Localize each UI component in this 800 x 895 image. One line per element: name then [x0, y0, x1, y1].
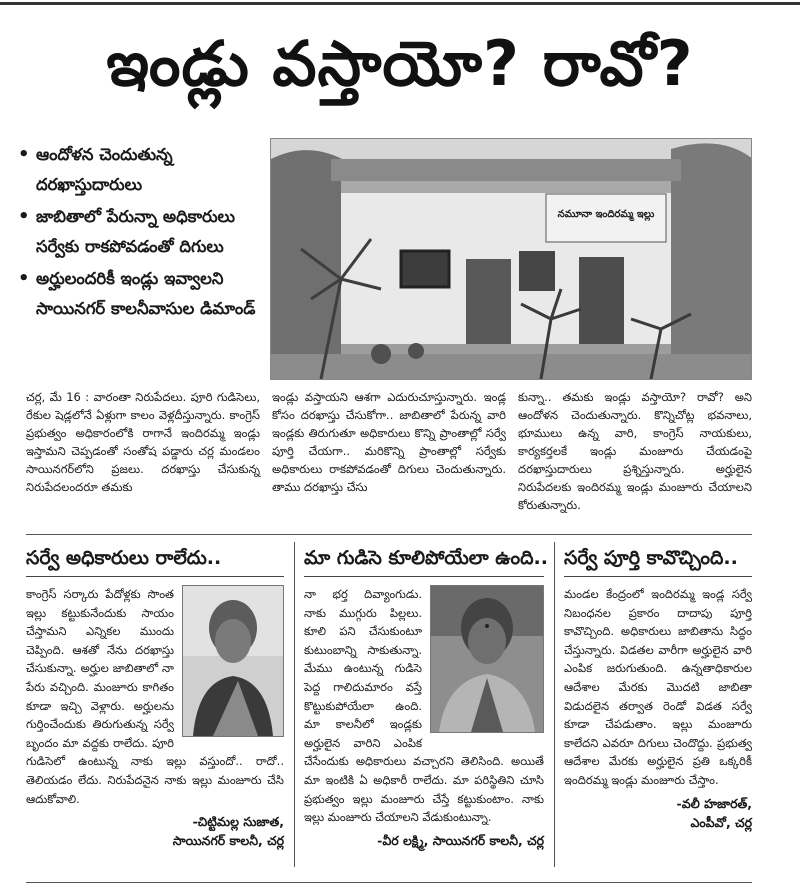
- bullet-text: ఆందోళన చెందుతున్న దరఖాస్తుదారులు: [36, 145, 173, 194]
- quote-box-text: [304, 585, 544, 827]
- quote-box-title: మా గుడిసె కూలిపోయేలా ఉంది..: [304, 542, 544, 577]
- signature-line: సాయినగర్ కాలనీ, చర్ల: [172, 833, 284, 849]
- column-divider: [294, 542, 295, 867]
- article-body: [26, 388, 752, 514]
- headline: ఇండ్లు వస్తాయో? రావో?: [106, 27, 694, 100]
- signature-line: -వలీ హజారత్,: [676, 795, 752, 811]
- bullet-item: [18, 264, 268, 324]
- bullet-text: అర్హులందరికీ ఇండ్లు ఇవ్వాలని సాయినగర్ కాలనీవాసుల డిమాండ్: [36, 269, 256, 318]
- bullet-item: [18, 202, 268, 262]
- house-photo: [270, 138, 752, 380]
- bullet-dot-icon: •: [18, 268, 30, 289]
- bullet-dot-icon: •: [18, 144, 30, 165]
- quote-box-body: నా భర్త దివ్యాంగుడు. నాకు ముగ్గురు పిల్లలు. కూలి పని చేసుకుంటూ కుటుంబాన్ని సాకుతున్నా. మేము ఉంటున్న గుడిసె పెద్ద గాలిదుమారం వస్తే కొట్టుకుపోయేలా ఉంది. మా కాలనీలో ఇండ్లకు అర్హులైన వారిని ఎంపిక చేసేందుకు అధికారులు వచ్చారని తెలిసింది. అయితే మా ఇంటికి ఏ అధికారీ రాలేదు. మా పరిస్థితిని చూసి ప్రభుత్వం ఇల్లు మంజూరు చేస్తే కట్టుకుంటాం. నాకు ఇల్లు మంజూరు చేయాలని వేడుకుంటున్నా.: [304, 587, 544, 825]
- woman-portrait-icon: [431, 586, 543, 732]
- top-rule: [0, 2, 800, 5]
- quote-box-title: సర్వే పూర్తి కావొచ్చింది..: [564, 542, 752, 577]
- quote-box-sujatha: [26, 542, 284, 870]
- quote-box-body: కాంగ్రెస్ సర్కారు పేదోళ్లకు సొంత ఇల్లు కట్టుకునేందుకు సాయం చేస్తామని ఎన్నికల ముందు చెప్పింది. ఆశతో నేను దరఖాస్తు చేసుకున్నా. అర్హుల జాబితాలో నా పేరు వచ్చింది. మంజూరు కాగితం కూడా ఇచ్చి వెళ్లారు. అర్హులను గుర్తించేందుకు తిరుగుతున్న సర్వే బృందం మా వద్దకు రాలేదు. పూరి గుడిసెలో ఉంటున్న నాకు ఇల్లు వస్తుందో.. రాదో.. తెలియడం లేదు. నిరుపేదనైన నాకు ఇల్లు మంజూరు చేసి ఆదుకోవాలి.: [26, 587, 284, 806]
- article-column: చర్ల, మే 16 : వారంతా నిరుపేదలు. పూరి గుడిసెలు, రేకుల షెడ్లలోనే ఏళ్లుగా కాలం వెళ్లదీస్తున్నారు. కాంగ్రెస్ ప్రభుత్వం అధికారంలోకి రాగానే ఇందిరమ్మ ఇండ్లు ఇస్తామని చెప్పడంతో సంతోష పడ్డారు చర్ల మండలం సాయినగర్‌లోని ప్రజలు. దరఖాస్తు చేసుకున్న నిరుపేదలందరూ తమకు: [26, 390, 260, 494]
- quote-box-text: [26, 585, 284, 808]
- bullet-item: [18, 140, 268, 200]
- bullet-text: జాబితాలో పేరున్నా అధికారులు సర్వేకు రాకపోవడంతో దిగులు: [36, 207, 235, 256]
- signature-line: -వీర లక్ష్మి, సాయినగర్ కాలనీ, చర్ల: [377, 832, 544, 848]
- signature-line: -చిట్టిమల్ల సుజాత,: [192, 814, 284, 830]
- quote-signature: [26, 812, 284, 850]
- bottom-rule: [26, 882, 752, 883]
- portrait-sujatha: [182, 585, 284, 737]
- woman-portrait-icon: [183, 586, 283, 736]
- bullet-dot-icon: •: [18, 206, 30, 227]
- bullet-list: [18, 140, 268, 326]
- house-sign-text: నమూనా ఇందిరమ్మ ఇల్లు: [557, 209, 655, 220]
- signature-line: ఎంపీవో, చర్ల: [690, 814, 752, 830]
- column-divider: [554, 542, 555, 867]
- quote-box-mpo: [564, 542, 752, 870]
- portrait-veeralakshmi: [430, 585, 544, 733]
- house-photo-illustration: [271, 139, 752, 380]
- quote-box-body: మండల కేంద్రంలో ఇందిరమ్మ ఇండ్ల సర్వే నిబంధనల ప్రకారం దాదాపు పూర్తి కావొచ్చింది. అధికారులు జాబితాను సిద్ధం చేస్తున్నారు. విడతల వారీగా అర్హులైన వారి ఎంపిక జరుగుతుంది. ఉన్నతాధికారుల ఆదేశాల మేరకు మొదటి జాబితా విడుదలైన తర్వాత రెండో విడత సర్వే కూడా చేపడుతాం. ఇల్లు మంజూరు కాలేదని ఎవరూ దిగులు చెందొద్దు. ప్రభుత్వ ఆదేశాల మేరకు అర్హులైన ప్రతి ఒక్కరికీ ఇందిరమ్మ ఇండ్లు మంజూరు చేస్తాం.: [564, 587, 752, 787]
- quote-signature: [304, 831, 544, 850]
- quote-signature: [564, 794, 752, 832]
- article-column: ఇండ్లు వస్తాయని ఆశగా ఎదురుచూస్తున్నారు. ఇండ్ల కోసం దరఖాస్తు చేసుకోగా.. జాబితాలో పేరున్న వారి ఇండ్లకు తిరుగుతూ అధికారులు కొన్ని ప్రాంతాల్లో సర్వే పూర్తి చేయగా.. మరికొన్ని ప్రాంతాల్లో సర్వేకు అధికారులు రాకపోవడంతో దిగులు చెందుతున్నారు. తాము దరఖాస్తు చేసు: [272, 390, 506, 494]
- quote-box-title: సర్వే అధికారులు రాలేదు..: [26, 542, 284, 577]
- quote-box-veeralakshmi: [304, 542, 548, 870]
- quote-box-text: [564, 585, 752, 790]
- article-column: కున్నా.. తమకు ఇండ్లు వస్తాయో? రావో? అని ఆందోళన చెందుతున్నారు. కొన్నిచోట్ల భవనాలు, భూములు ఉన్న వారి, కాంగ్రెస్ నాయకులు, కార్యకర్తలకే ఇండ్లు మంజూరు చేయడంపై దరఖాస్తుదారులు ప్రశ్నిస్తున్నారు. అర్హులైన నిరుపేదలకు ఇందిరమ్మ ఇండ్లు మంజూరు చేయాలని కోరుతున్నారు.: [518, 390, 752, 512]
- section-divider: [26, 534, 752, 535]
